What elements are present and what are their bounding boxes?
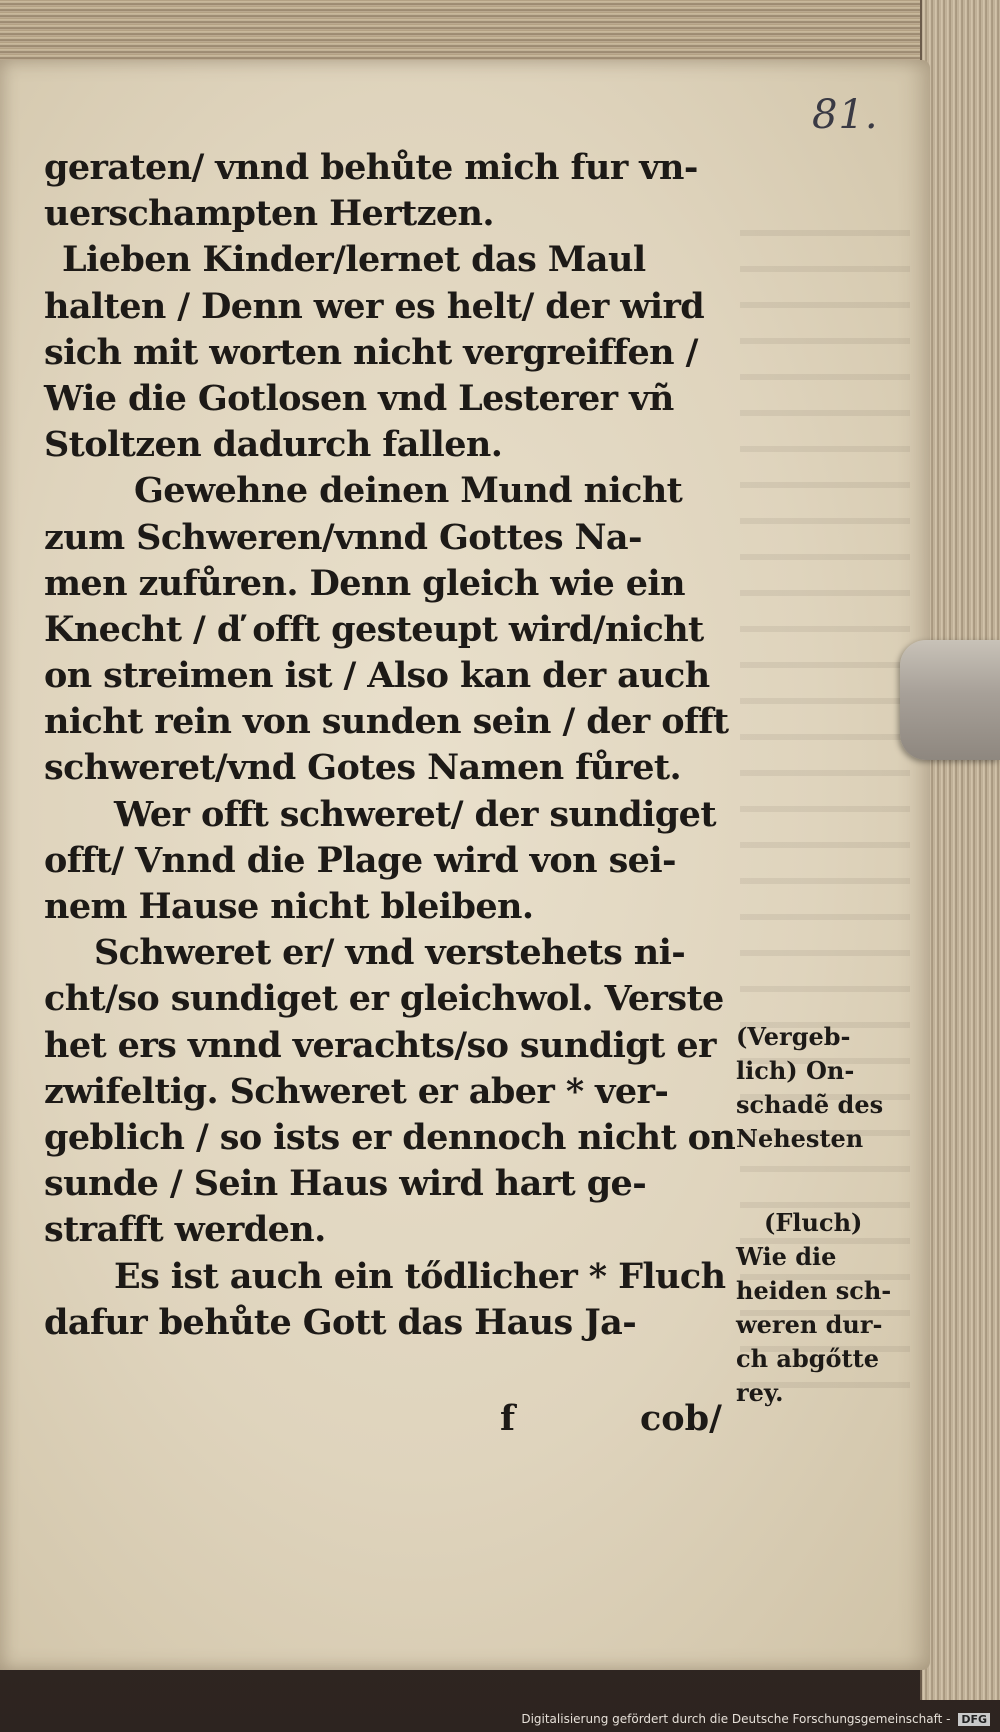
page-clip (900, 640, 1000, 760)
margin-note-line: schadẽ des (736, 1090, 884, 1119)
credit-text: Digitalisierung gefördert durch die Deutsche Forschungsgemeinschaft - (521, 1712, 951, 1726)
margin-note-line: ch abgőtte (736, 1344, 879, 1373)
text-line: sich mit worten nicht vergreiffen / (44, 331, 698, 373)
text-line: Wer offt schweret/ der sundiget (114, 793, 716, 835)
margin-note-line: lich) On- (736, 1056, 855, 1085)
text-line: Stoltzen dadurch fallen. (44, 424, 503, 466)
margin-note-line: Nehesten (736, 1124, 864, 1153)
margin-note-line: Wie die (736, 1242, 837, 1271)
margin-note-line: (Fluch) (764, 1208, 863, 1237)
text-line: Schweret er/ vnd verstehets ni- (94, 932, 686, 974)
text-line: nem Hause nicht bleiben. (44, 886, 534, 927)
margin-note-line: weren dur- (736, 1310, 883, 1339)
text-line: Gewehne deinen Mund nicht (134, 470, 683, 512)
text-line: uerschampten Hertzen. (44, 193, 494, 235)
text-line: strafft werden. (44, 1209, 326, 1251)
text-line: zwifeltig. Schweret er aber * ver- (44, 1070, 669, 1112)
text-line: zum Schweren/vnnd Gottes Na- (44, 516, 642, 558)
signature-mark: f (500, 1398, 516, 1439)
text-line: cht/so sundiget er gleichwol. Verste (44, 978, 724, 1020)
text-line: Wie die Gotlosen vnd Lesterer vñ (44, 377, 674, 419)
page-number: 81. (812, 92, 879, 138)
margin-note-line: rey. (736, 1378, 784, 1407)
margin-note-line: heiden sch- (736, 1276, 892, 1305)
text-line: het ers vnnd verachts/so sundigt er (44, 1024, 716, 1066)
digitization-credit (521, 1712, 990, 1726)
text-line: dafur behůte Gott das Haus Ja- (44, 1301, 637, 1343)
text-line: Knecht / ď offt gesteupt wird/nicht (44, 608, 704, 650)
text-line: offt/ Vnnd die Plage wird von sei- (44, 839, 676, 881)
margin-note-line: (Vergeb- (736, 1022, 851, 1051)
dfg-logo: DFG (958, 1713, 990, 1726)
text-line: geblich / so ists er dennoch nicht on (44, 1116, 736, 1158)
body-text (44, 145, 734, 1346)
margin-note-fluch (736, 1206, 896, 1410)
text-line: halten / Denn wer es helt/ der wird (44, 285, 705, 327)
text-line: nicht rein von sunden sein / der offt (44, 701, 729, 743)
text-line: geraten/ vnnd behůte mich fur vn- (44, 147, 698, 188)
text-line: on streimen ist / Also kan der auch (44, 655, 710, 697)
catchword: cob/ (640, 1398, 722, 1439)
text-line: schweret/vnd Gotes Namen fůret. (44, 747, 682, 789)
book-page-edges (920, 0, 1000, 1700)
margin-note-vergeblich (736, 1020, 896, 1156)
text-line: Lieben Kinder/lernet das Maul (62, 239, 646, 281)
text-line: men zufůren. Denn gleich wie ein (44, 562, 685, 604)
text-line: Es ist auch ein tődlicher * Fluch (114, 1255, 726, 1297)
text-line: sunde / Sein Haus wird hart ge- (44, 1163, 647, 1205)
